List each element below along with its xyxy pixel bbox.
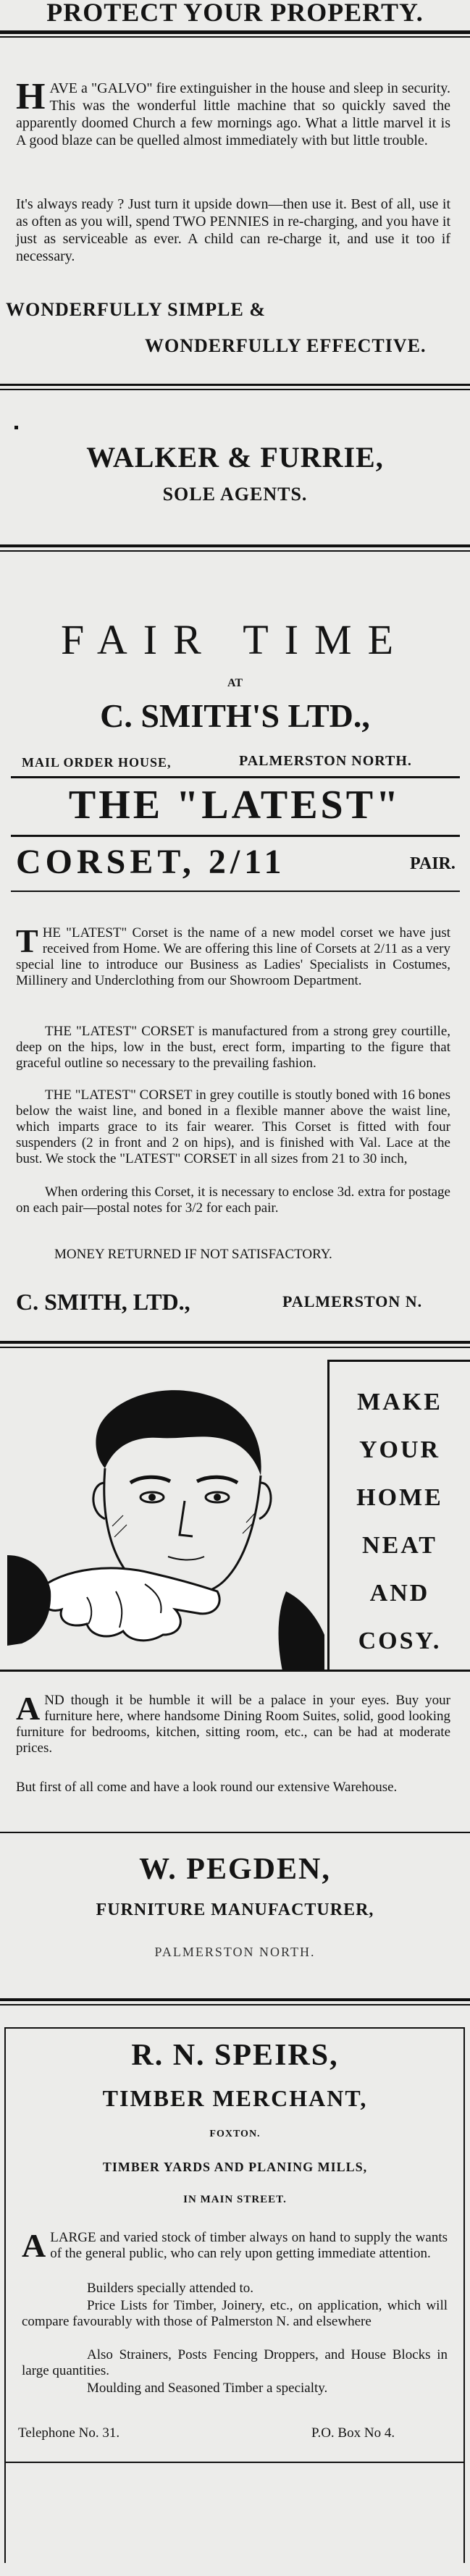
slogan-line: MAKE: [357, 1389, 442, 1415]
walker-name: WALKER & FURRIE,: [86, 441, 384, 473]
walker-role: SOLE AGENTS.: [162, 484, 308, 505]
drop-cap: T: [16, 922, 38, 959]
slogan-line: YOUR: [358, 1436, 441, 1463]
drop-cap: A: [22, 2227, 46, 2264]
galvo-paragraph-1: HAVE a "GALVO" fire extinguisher in the house and sleep in security. This was the wonderful little machine that so quickly saved the apparently doomed Church a few mornings ago. What a little marvel it is A good blaze can be quelled almost immediately with but little trouble.: [16, 76, 450, 148]
slogan-line: AND: [369, 1580, 430, 1607]
divider: [0, 2004, 470, 2005]
slogan-line: COSY.: [358, 1628, 442, 1654]
divider: [0, 1670, 470, 1672]
pegden-paragraph-1: AND though it be humble it will be a palace in your eyes. Buy your furniture here, where handsome Dining Room Suites, solid, good looking furniture for bedrooms, kitchen, sitting room, etc., can be had at moderate prices.: [16, 1690, 450, 1756]
smith-signature-place: PALMERSTON N.: [282, 1292, 423, 1310]
corset-price-heading: CORSET, 2/11: [16, 843, 286, 881]
divider: [0, 389, 470, 390]
speirs-role: TIMBER MERCHANT,: [102, 2085, 368, 2111]
divider: [0, 1347, 470, 1348]
galvo-tagline-2: WONDERFULLY EFFECTIVE.: [145, 335, 427, 356]
at-label: AT: [227, 677, 243, 689]
galvo-paragraph-2: It's always ready ? Just turn it upside down—then use it. Best of all, use it as often as you will, spend TWO PENNIES in re-charging, and you have it just as serviceable as ever. A child can re-charge it, and use it too if necessary.: [16, 196, 450, 264]
pegden-name: W. PEGDEN,: [139, 1853, 331, 1886]
divider: [11, 891, 460, 892]
divider: [4, 2462, 465, 2463]
money-back-note: MONEY RETURNED IF NOT SATISFACTORY.: [54, 1247, 332, 1262]
pegden-place: PALMERSTON NORTH.: [154, 1945, 316, 1959]
divider: [0, 384, 470, 386]
latest-heading: THE "LATEST": [68, 783, 402, 828]
smith-place-label: PALMERSTON NORTH.: [239, 753, 412, 769]
galvo-tagline-1: WONDERFULLY SIMPLE &: [6, 299, 267, 320]
speirs-yards: TIMBER YARDS AND PLANING MILLS,: [102, 2160, 368, 2174]
galvo-headline: PROTECT YOUR PROPERTY.: [46, 0, 424, 27]
speirs-po-box: P.O. Box No 4.: [311, 2425, 395, 2441]
drop-cap: A: [16, 1690, 41, 1727]
speirs-line-builders: Builders specially attended to.: [87, 2281, 254, 2296]
fair-time-heading: FAIR TIME: [60, 616, 410, 663]
bullet-mark: [14, 426, 18, 429]
divider: [0, 550, 470, 552]
divider: [0, 1998, 470, 2001]
divider: [0, 30, 470, 34]
smith-firm-heading: C. SMITH'S LTD.,: [100, 697, 370, 734]
speirs-line-price-lists: Price Lists for Timber, Joinery, etc., on application, which will compare favourably with those of Palmerston N. and elsewhere: [22, 2298, 448, 2329]
speirs-paragraph-1: ALARGE and varied stock of timber always on hand to supply the wants of the general public, who can rely upon getting immediate attention.: [22, 2227, 448, 2264]
divider: [0, 1832, 470, 1833]
corset-paragraph-2: THE "LATEST" CORSET is manufactured from a strong grey courtille, deep on the hips, low in the bust, erect form, imparting to the figure that graceful outline so necessary to the prevailing fashion.: [16, 1024, 450, 1071]
divider: [4, 2027, 465, 2029]
smith-signature-firm: C. SMITH, LTD.,: [16, 1289, 190, 1315]
pointing-man-illustration: [7, 1374, 326, 1671]
pegden-paragraph-2: But first of all come and have a look round our extensive Warehouse.: [16, 1780, 398, 1795]
divider: [0, 1341, 470, 1344]
pegden-role: FURNITURE MANUFACTURER,: [96, 1901, 374, 1919]
speirs-telephone: Telephone No. 31.: [18, 2425, 120, 2441]
speirs-line-moulding: Moulding and Seasoned Timber a specialty.: [87, 2381, 328, 2396]
corset-paragraph-4: When ordering this Corset, it is necessary to enclose 3d. extra for postage on each pair—postal notes for 3/2 for each pair.: [16, 1184, 450, 1216]
divider: [0, 36, 470, 38]
slogan-line: NEAT: [362, 1532, 437, 1559]
slogan-line: HOME: [356, 1484, 443, 1511]
pair-label: PAIR.: [410, 854, 456, 873]
divider: [327, 1360, 470, 1362]
speirs-name: R. N. SPEIRS,: [131, 2039, 339, 2072]
speirs-line-strainers: Also Strainers, Posts Fencing Droppers, and House Blocks in large quantities.: [22, 2347, 448, 2378]
divider: [0, 544, 470, 547]
divider: [11, 835, 460, 837]
corset-paragraph-1: THE "LATEST" Corset is the name of a new model corset we have just received from Home. We are offering this line of Corsets at 2/11 as a very special line to introduce our Business as Ladies' Specialists in Costumes, Millinery and Underclothing from our Showroom Department.: [16, 922, 450, 988]
corset-paragraph-3: THE "LATEST" CORSET in grey coutille is stoutly boned with 16 bones below the waist line, and boned in a flexible manner above the waist line, which imparts grace to its fair wearer. This Corset is fitted with four suspenders (2 in front and 2 on hips), and is finished with Val. Lace at the bust. We stock the "LATEST" CORSET in all sizes from 21 to 30 inch,: [16, 1087, 450, 1166]
divider: [11, 776, 460, 778]
drop-cap: H: [16, 76, 46, 117]
speirs-town: FOXTON.: [209, 2129, 261, 2139]
speirs-street: IN MAIN STREET.: [183, 2194, 287, 2205]
divider-vertical: [327, 1361, 330, 1670]
mail-order-label: MAIL ORDER HOUSE,: [22, 755, 172, 770]
